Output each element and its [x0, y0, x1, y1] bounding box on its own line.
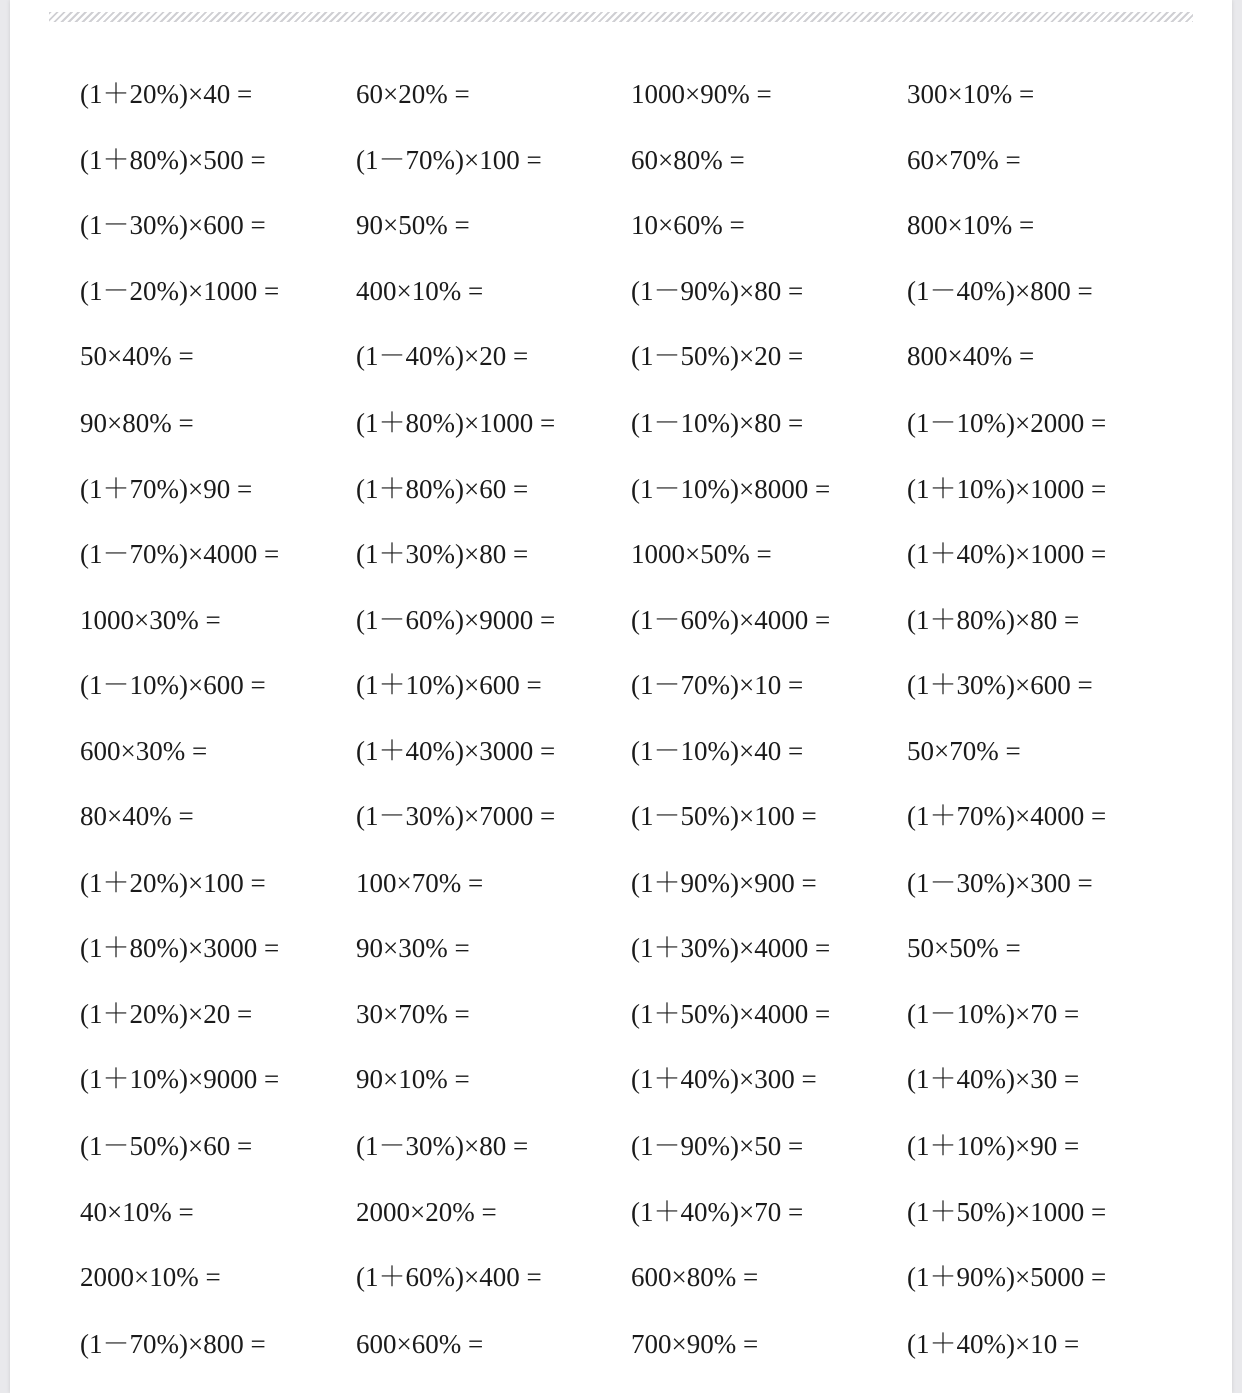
- problem: (1－30%)×80 =: [356, 1131, 529, 1161]
- problem: (1－50%)×60 =: [80, 1131, 253, 1161]
- problem: (1－40%)×20 =: [356, 341, 529, 371]
- problem: (1＋10%)×9000 =: [80, 1064, 280, 1094]
- problem: (1－50%)×100 =: [631, 801, 817, 831]
- problem: (1－70%)×4000 =: [80, 539, 280, 569]
- problem: (1－30%)×600 =: [80, 210, 266, 240]
- problem: (1＋80%)×1000 =: [356, 408, 556, 438]
- problem: 90×30% =: [356, 933, 470, 963]
- problem: (1－20%)×1000 =: [80, 276, 280, 306]
- problem: (1＋10%)×1000 =: [907, 474, 1107, 504]
- problem: 700×90% =: [631, 1329, 759, 1359]
- problem-row: [80, 863, 1200, 903]
- problem: 1000×30% =: [80, 605, 221, 635]
- problem: (1＋30%)×4000 =: [631, 933, 831, 963]
- problem: 30×70% =: [356, 999, 470, 1029]
- problem-row: [80, 534, 1200, 574]
- problem: 60×20% =: [356, 79, 470, 109]
- problem: 60×70% =: [907, 145, 1021, 175]
- problem-row: [80, 271, 1200, 311]
- problem-row: [80, 1126, 1200, 1166]
- problem: (1－10%)×600 =: [80, 670, 266, 700]
- problem: 90×50% =: [356, 210, 470, 240]
- problem: (1－50%)×20 =: [631, 341, 804, 371]
- problem: (1＋10%)×600 =: [356, 670, 542, 700]
- problem: (1＋30%)×600 =: [907, 670, 1093, 700]
- problem: (1－90%)×80 =: [631, 276, 804, 306]
- problem: (1＋40%)×70 =: [631, 1197, 804, 1227]
- problem: (1－10%)×70 =: [907, 999, 1080, 1029]
- problem: 800×10% =: [907, 210, 1035, 240]
- problem-row: [80, 731, 1200, 771]
- problem: (1＋80%)×60 =: [356, 474, 529, 504]
- problem: 1000×90% =: [631, 79, 772, 109]
- problem: 600×30% =: [80, 736, 208, 766]
- problem-row: [80, 600, 1200, 640]
- problem: (1＋40%)×1000 =: [907, 539, 1107, 569]
- problem: (1－70%)×10 =: [631, 670, 804, 700]
- problem: 1000×50% =: [631, 539, 772, 569]
- problem: (1＋10%)×90 =: [907, 1131, 1080, 1161]
- problem: (1－70%)×800 =: [80, 1329, 266, 1359]
- problem: (1＋90%)×900 =: [631, 868, 817, 898]
- problem: 2000×20% =: [356, 1197, 497, 1227]
- problem: 2000×10% =: [80, 1262, 221, 1292]
- problem-row: [80, 994, 1200, 1034]
- problem: (1－60%)×9000 =: [356, 605, 556, 635]
- problem: (1＋20%)×40 =: [80, 79, 253, 109]
- problem-row: [80, 1324, 1200, 1364]
- problem: 80×40% =: [80, 801, 194, 831]
- problem: 100×70% =: [356, 868, 484, 898]
- problem: (1＋40%)×10 =: [907, 1329, 1080, 1359]
- problem-row: [80, 205, 1200, 245]
- problem: 90×10% =: [356, 1064, 470, 1094]
- problem: (1－10%)×40 =: [631, 736, 804, 766]
- problem-row: [80, 403, 1200, 443]
- problem: (1＋50%)×4000 =: [631, 999, 831, 1029]
- hatched-header-border: [49, 12, 1193, 22]
- problem: (1＋40%)×300 =: [631, 1064, 817, 1094]
- problem: 800×40% =: [907, 341, 1035, 371]
- problem-row: [80, 469, 1200, 509]
- problem: (1＋80%)×3000 =: [80, 933, 280, 963]
- problem: 90×80% =: [80, 408, 194, 438]
- problem: (1＋90%)×5000 =: [907, 1262, 1107, 1292]
- problem: 40×10% =: [80, 1197, 194, 1227]
- problem: 50×40% =: [80, 341, 194, 371]
- problem: (1＋40%)×30 =: [907, 1064, 1080, 1094]
- problem: (1＋50%)×1000 =: [907, 1197, 1107, 1227]
- problem-row: [80, 336, 1200, 376]
- problem: (1＋60%)×400 =: [356, 1262, 542, 1292]
- problem: (1－10%)×80 =: [631, 408, 804, 438]
- problem: (1－10%)×2000 =: [907, 408, 1107, 438]
- worksheet-page: [10, 0, 1232, 1393]
- problem-row: [80, 928, 1200, 968]
- problem: (1＋70%)×90 =: [80, 474, 253, 504]
- problem: 300×10% =: [907, 79, 1035, 109]
- problem: 400×10% =: [356, 276, 484, 306]
- problem: (1＋80%)×500 =: [80, 145, 266, 175]
- problem-row: [80, 1192, 1200, 1232]
- problem-row: [80, 1059, 1200, 1099]
- problem: (1＋20%)×100 =: [80, 868, 266, 898]
- problem: (1－30%)×7000 =: [356, 801, 556, 831]
- problem: 50×50% =: [907, 933, 1021, 963]
- problem: (1＋70%)×4000 =: [907, 801, 1107, 831]
- problem-row: [80, 796, 1200, 836]
- problem: 50×70% =: [907, 736, 1021, 766]
- problem: (1－90%)×50 =: [631, 1131, 804, 1161]
- problem: (1＋40%)×3000 =: [356, 736, 556, 766]
- problem: (1－70%)×100 =: [356, 145, 542, 175]
- problem: (1－40%)×800 =: [907, 276, 1093, 306]
- problem-row: [80, 140, 1200, 180]
- problem: (1－30%)×300 =: [907, 868, 1093, 898]
- problem: 60×80% =: [631, 145, 745, 175]
- problem: (1－10%)×8000 =: [631, 474, 831, 504]
- problem-row: [80, 74, 1200, 114]
- problem-row: [80, 665, 1200, 705]
- problem: 600×60% =: [356, 1329, 484, 1359]
- problem: (1＋80%)×80 =: [907, 605, 1080, 635]
- problem: (1－60%)×4000 =: [631, 605, 831, 635]
- problem: 10×60% =: [631, 210, 745, 240]
- problem-row: [80, 1257, 1200, 1297]
- problem: (1＋20%)×20 =: [80, 999, 253, 1029]
- problem: (1＋30%)×80 =: [356, 539, 529, 569]
- problem: 600×80% =: [631, 1262, 759, 1292]
